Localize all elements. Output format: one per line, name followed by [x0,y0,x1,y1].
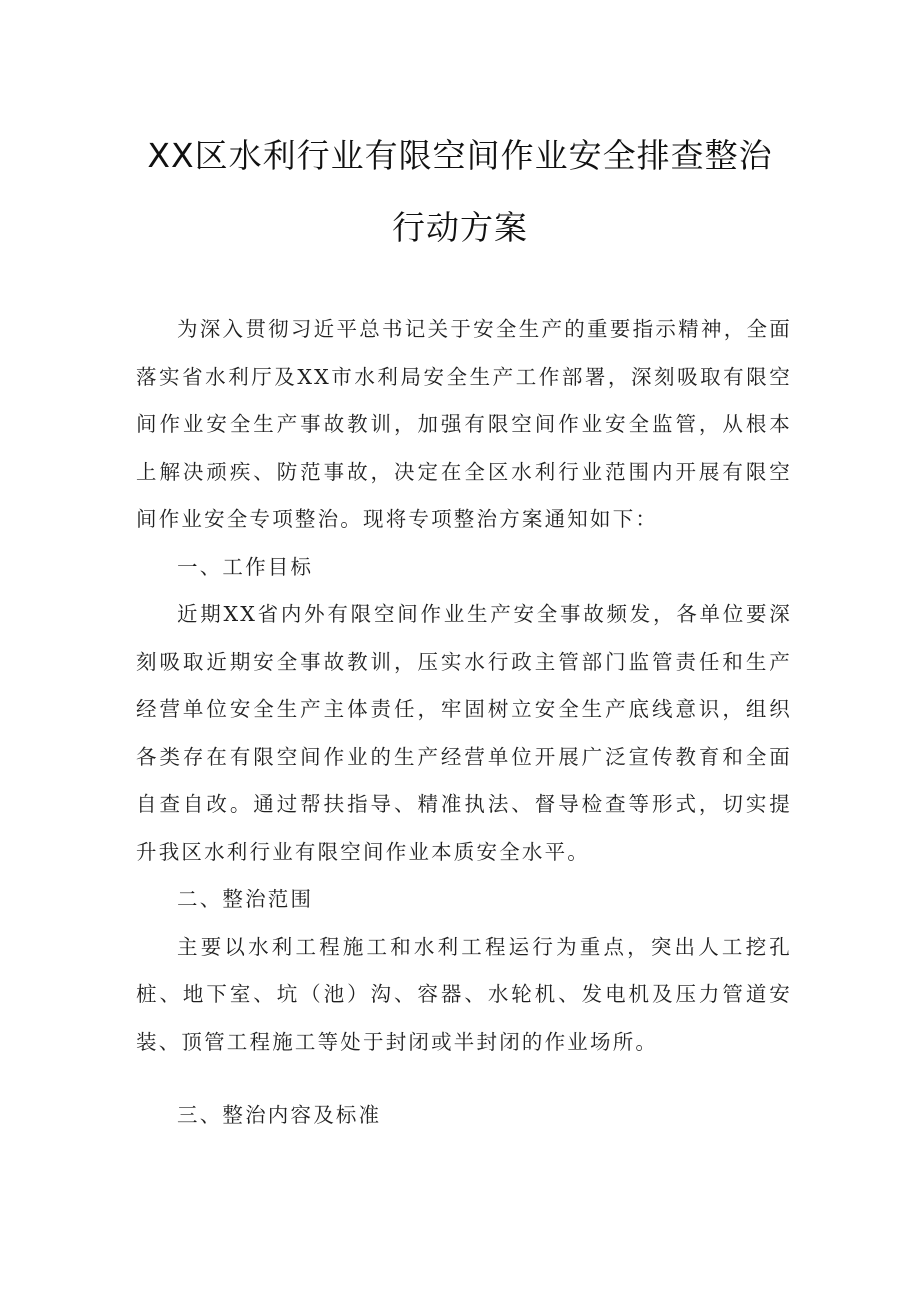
section-2-heading: 二、整治范围 [177,887,314,911]
document-body [136,306,792,1066]
intro-paragraph: 为深入贯彻习近平总书记关于安全生产的重要指示精神，全面落实省水利厅及XX市水利局安全生产工作部署，深刻吸取有限空间作业安全生产事故教训，加强有限空间作业安全监管，从根本上解决顽疾、防范事故，决定在全区水利行业范围内开展有限空间作业安全专项整治。现将专项整治方案通知如下： [136,317,792,531]
section-2-paragraph: 主要以水利工程施工和水利工程运行为重点，突出人工挖孔桩、地下室、坑（池）沟、容器、水轮机、发电机及压力管道安装、顶管工程施工等处于封闭或半封闭的作业场所。 [136,934,792,1054]
document-title-line-1: XX区水利行业有限空间作业安全排查整治 [147,136,773,175]
document-title-line-2: 行动方案 [392,208,528,247]
section-1-heading: 一、工作目标 [177,554,314,579]
section-3-block [136,1092,792,1140]
section-3-heading: 三、整治内容及标准 [177,1103,382,1127]
section-1-paragraph: 近期XX省内外有限空间作业生产安全事故频发，各单位要深刻吸取近期安全事故教训，压实水行政主管部门监管责任和生产经营单位安全生产主体责任，牢固树立安全生产底线意识，组织各类存在有限空间作业的生产经营单位开展广泛宣传教育和全面自查自改。通过帮扶指导、精准执法、督导检查等形式，切实提升我区水利行业有限空间作业本质安全水平。 [136,602,792,864]
